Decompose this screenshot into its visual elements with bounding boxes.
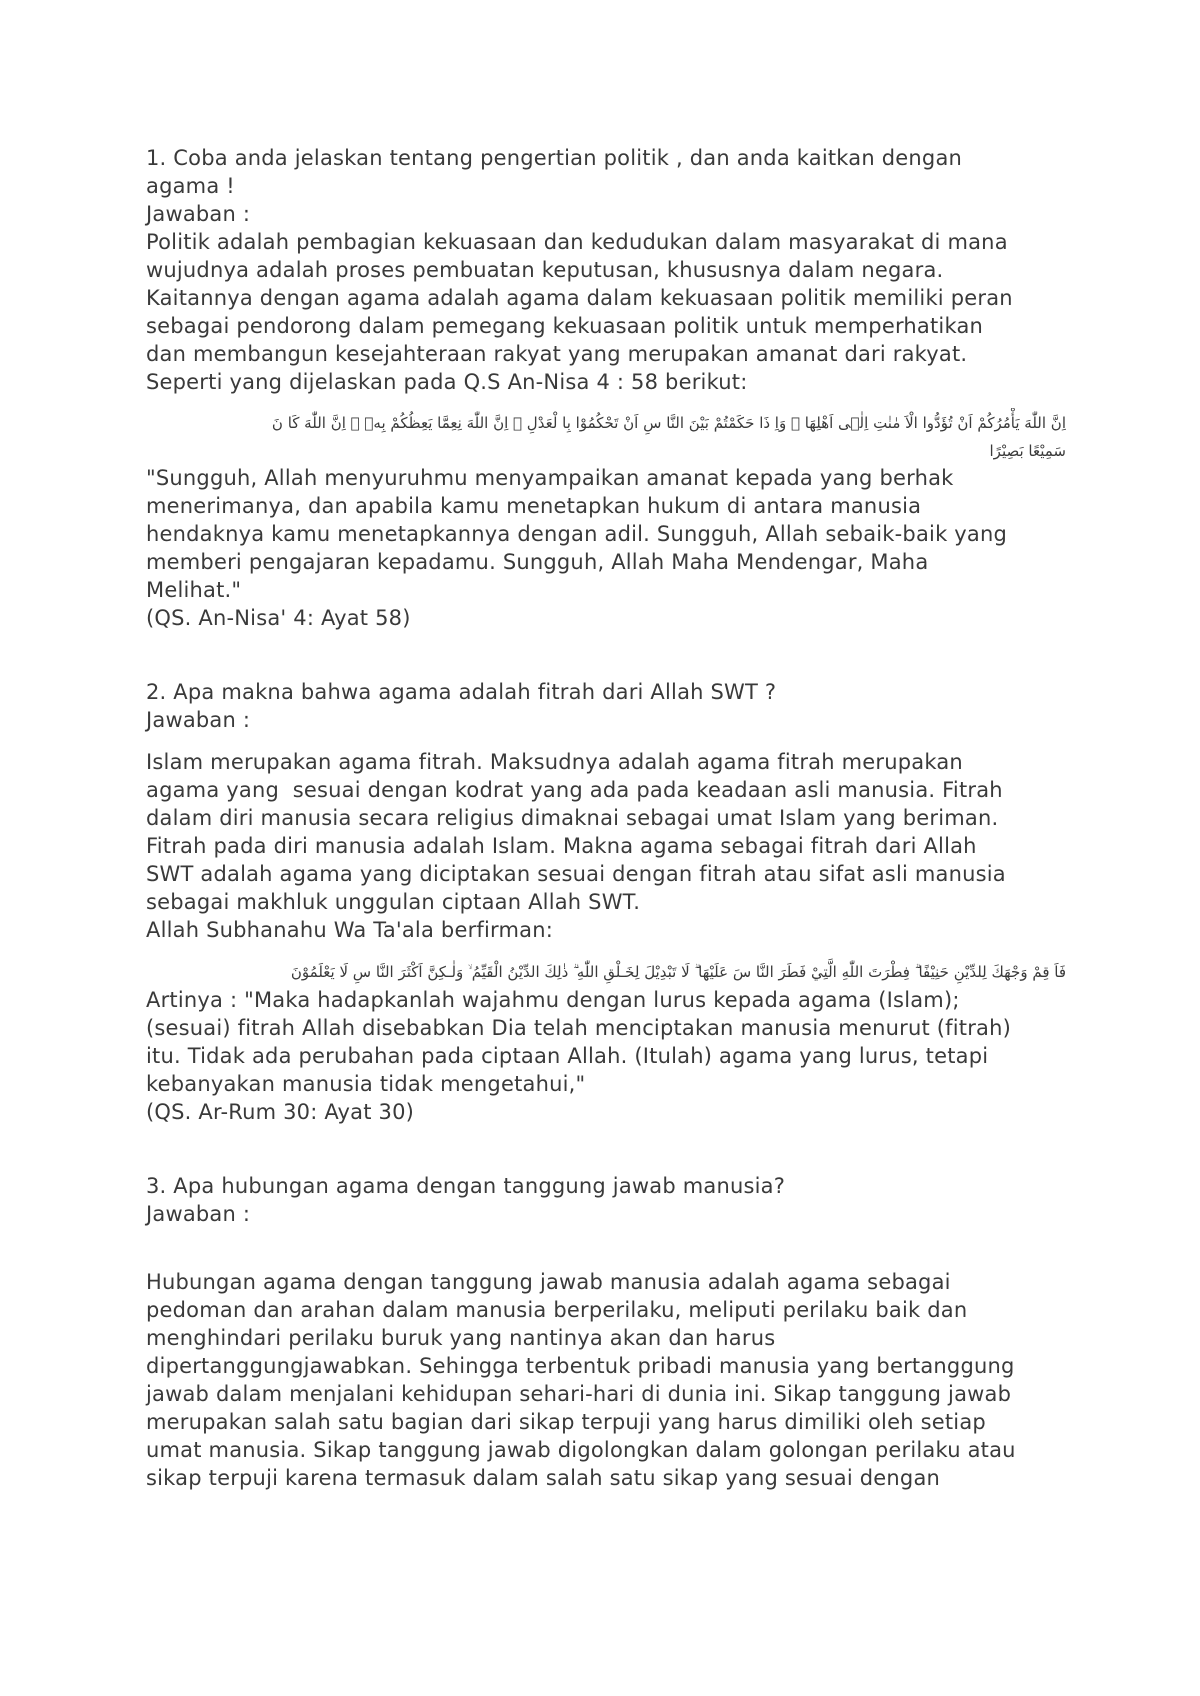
q2-answer-line: SWT adalah agama yang diciptakan sesuai dengan fitrah atau sifat asli manusia [146,862,1006,886]
q2-question: 2. Apa makna bahwa agama adalah fitrah dari Allah SWT ? [146,680,777,704]
section-spacer [146,632,1066,678]
q2-answer-line: dalam diri manusia secara religius dimaknai sebagai umat Islam yang beriman. [146,806,999,830]
q1-translation-line: "Sungguh, Allah menyuruhmu menyampaikan amanat kepada yang berhak [146,466,954,490]
q2-arabic-verse: فَاَ قِمْ وَجْهَكَ لِلدِّيْنِ حَنِيْفًا ۗ فِطْرَتَ اللّٰهِ الَّتِيْ فَطَرَ النَّا سَ عَلَيْهَا ۗ لَا تَبْدِيْلَ لِخَـلْقِ اللّٰهِ ۗ ذٰلِكَ الدِّيْنُ الْقَيِّمُ ۙ وَلٰـكِنَّ اَكْثَرَ النَّا سِ لَا يَعْلَمُوْنَ [290,963,1066,981]
q2-answer-label: Jawaban : [146,708,251,732]
q2-answer-line: sebagai makhluk unggulan ciptaan Allah SWT. [146,890,641,914]
document-body [146,144,1066,1492]
q1-answer-line: Kaitannya dengan agama adalah agama dalam kekuasaan politik memiliki peran [146,286,1013,310]
q2-answer-line: Fitrah pada diri manusia adalah Islam. Makna agama sebagai fitrah dari Allah [146,834,977,858]
q1-answer-label: Jawaban : [146,202,251,226]
q3-answer-label: Jawaban : [146,1202,251,1226]
q2-answer-line: Islam merupakan agama fitrah. Maksudnya adalah agama fitrah merupakan [146,750,963,774]
q3-answer-line: Hubungan agama dengan tanggung jawab manusia adalah agama sebagai [146,1270,951,1294]
q1-arabic-verse-line-2: سَمِيْعًا بَصِيْرًا [989,442,1066,460]
section-spacer [146,1126,1066,1172]
paragraph-spacer [146,1228,1066,1268]
q1-answer-line: Seperti yang dijelaskan pada Q.S An-Nisa 4 : 58 berikut: [146,370,748,394]
q3-question: 3. Apa hubungan agama dengan tanggung jawab manusia? [146,1174,786,1198]
q1-translation-line: hendaknya kamu menetapkannya dengan adil. Sungguh, Allah sebaik-baik yang [146,522,1008,546]
q1-question-line-1: 1. Coba anda jelaskan tentang pengertian politik , dan anda kaitkan dengan [146,146,963,170]
q1-answer-line: dan membangun kesejahteraan rakyat yang merupakan amanat dari rakyat. [146,342,968,366]
paragraph-spacer [146,734,1066,748]
q1-question-line-2: agama ! [146,174,235,198]
q2-translation-line: Artinya : "Maka hadapkanlah wajahmu dengan lurus kepada agama (Islam); [146,988,960,1012]
q3-answer-line: menghindari perilaku buruk yang nantinya akan dan harus [146,1326,776,1350]
q3-answer-line: dipertanggungjawabkan. Sehingga terbentuk pribadi manusia yang bertanggung [146,1354,1015,1378]
q1-answer-line: Politik adalah pembagian kekuasaan dan kedudukan dalam masyarakat di mana [146,230,1008,254]
q3-answer-line: merupakan salah satu bagian dari sikap terpuji yang harus dimiliki oleh setiap [146,1410,986,1434]
q1-answer-line: wujudnya adalah proses pembuatan keputusan, khususnya dalam negara. [146,258,944,282]
q2-citation: (QS. Ar-Rum 30: Ayat 30) [146,1100,415,1124]
q2-translation-line: itu. Tidak ada perubahan pada ciptaan Allah. (Itulah) agama yang lurus, tetapi [146,1044,989,1068]
q2-answer-line: agama yang sesuai dengan kodrat yang ada pada keadaan asli manusia. Fitrah [146,778,1003,802]
q1-translation-line: menerimanya, dan apabila kamu menetapkan hukum di antara manusia [146,494,922,518]
q1-answer-line: sebagai pendorong dalam pemegang kekuasaan politik untuk memperhatikan [146,314,984,338]
q2-translation-line: (sesuai) fitrah Allah disebabkan Dia telah menciptakan manusia menurut (fitrah) [146,1016,1012,1040]
q1-arabic-verse-line-1: اِنَّ اللّٰهَ يَأْمُرُكُمْ اَنْ تُؤَدُّوا الْاَ مٰنٰتِ اِلٰۤى اَهْلِهَا ۙ وَاِ ذَا حَكَمْتُمْ بَيْنَ النَّا سِ اَنْ تَحْكُمُوْا بِا لْعَدْلِ ۗ اِنَّ اللّٰهَ نِعِمَّا يَعِظُكُمْ بِهٖ ۗ اِنَّ اللّٰهَ كَا نَ [271,414,1066,432]
q3-answer-line: jawab dalam menjalani kehidupan sehari-hari di dunia ini. Sikap tanggung jawab [146,1382,1012,1406]
q1-citation: (QS. An-Nisa' 4: Ayat 58) [146,606,411,630]
q2-translation-line: kebanyakan manusia tidak mengetahui," [146,1072,586,1096]
q3-answer-line: umat manusia. Sikap tanggung jawab digolongkan dalam golongan perilaku atau [146,1438,1016,1462]
q3-answer-line: pedoman dan arahan dalam manusia berperilaku, meliputi perilaku baik dan [146,1298,968,1322]
q1-translation-line: Melihat." [146,578,242,602]
q2-answer-line: Allah Subhanahu Wa Ta'ala berfirman: [146,918,553,942]
q1-translation-line: memberi pengajaran kepadamu. Sungguh, Allah Maha Mendengar, Maha [146,550,929,574]
q3-answer-line: sikap terpuji karena termasuk dalam salah satu sikap yang sesuai dengan [146,1466,941,1490]
